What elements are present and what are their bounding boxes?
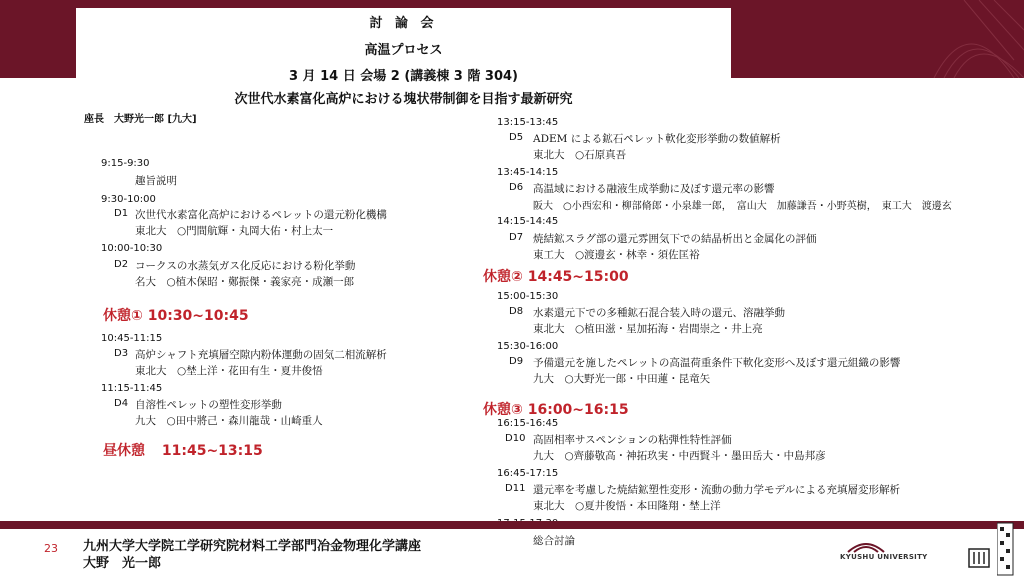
break-name: 休憩② <box>483 269 523 285</box>
page-number: 23 <box>44 542 58 555</box>
break-label <box>483 399 629 419</box>
break-time: 10:30~10:45 <box>147 308 249 324</box>
qr-code-icon <box>997 521 1015 577</box>
university-logo-text: KYUSHU UNIVERSITY <box>840 553 928 561</box>
talk-title: 趣旨説明 <box>135 175 177 187</box>
time-slot: 13:15-13:45 <box>497 117 559 128</box>
talk-title: 総合討論 <box>533 535 575 547</box>
talk-authors: 名大 ○植木保昭・鄭振傑・義家亮・成瀬一郎 <box>135 276 355 288</box>
time-slot: 10:45-11:15 <box>101 333 163 344</box>
talk-title: 高温域における融液生成挙動に及ぼす還元率の影響 <box>533 183 775 195</box>
session-date-venue: 3 月 14 日 会場 2 (講義棟 3 階 304) <box>289 69 518 84</box>
talk-code: D3 <box>114 348 129 359</box>
time-slot: 15:30-16:00 <box>497 341 559 352</box>
talk-code: D7 <box>509 232 524 243</box>
time-slot: 13:45-14:15 <box>497 167 559 178</box>
session-header <box>76 8 731 120</box>
session-title: 次世代水素富化高炉における塊状帯制御を目指す最新研究 <box>234 92 573 107</box>
talk-authors: 東北大 ○埜上洋・花田有生・夏井俊悟 <box>135 365 323 377</box>
talk-title: 焼結鉱スラグ部の還元雰囲気下での結晶析出と金属化の評価 <box>533 233 817 245</box>
crest-icon <box>846 540 886 554</box>
talk-authors: 九大 ○田中將己・森川龍哉・山崎重人 <box>135 415 323 427</box>
talk-code: D8 <box>509 306 524 317</box>
time-slot: 11:15-11:45 <box>101 383 163 394</box>
talk-title: 水素還元下での多種鉱石混合装入時の還元、溶融挙動 <box>533 307 785 319</box>
break-time: 16:00~16:15 <box>527 402 629 418</box>
break-label <box>103 305 249 325</box>
talk-authors: 阪大 ○小西宏和・柳部脩郎・小泉雄一郎， 富山大 加藤謙吾・小野英樹， 東工大 渡邊玄 <box>533 201 952 212</box>
time-slot: 9:15-9:30 <box>101 158 150 169</box>
session-type: 討 論 会 <box>369 16 438 31</box>
break-name: 休憩③ <box>483 402 523 418</box>
talk-title: 次世代水素富化高炉におけるペレットの還元粉化機構 <box>135 209 387 221</box>
talk-authors: 東北大 ○門間航輝・丸岡大佑・村上太一 <box>135 225 334 237</box>
talk-title: ADEM による鉱石ペレット軟化変形挙動の数値解析 <box>533 133 781 145</box>
break-time: 11:45~13:15 <box>161 443 263 459</box>
break-label <box>483 266 629 286</box>
time-slot: 10:00-10:30 <box>101 243 163 254</box>
time-slot: 9:30-10:00 <box>101 194 156 205</box>
talk-authors: 東北大 ○夏井俊悟・本田隆翔・埜上洋 <box>533 500 721 512</box>
break-name: 休憩① <box>103 308 143 324</box>
talk-code: D11 <box>505 483 526 494</box>
session-topic: 高温プロセス <box>364 43 443 58</box>
talk-title: 予備還元を施したペレットの高温荷重条件下軟化変形へ及ぼす還元組織の影響 <box>533 357 901 369</box>
talk-title: 自溶性ペレットの塑性変形挙動 <box>135 399 282 411</box>
time-slot: 14:15-14:45 <box>497 216 559 227</box>
talk-authors: 東工大 ○渡邊玄・林幸・須佐匡裕 <box>533 249 700 261</box>
talk-code: D5 <box>509 132 524 143</box>
chairperson: 座長 大野光一郎 [九大] <box>84 114 197 125</box>
break-name: 昼休憩 <box>103 443 145 459</box>
talk-title: 高固相率サスペンションの粘弾性特性評価 <box>533 434 732 446</box>
talk-authors: 九大 ○大野光一郎・中田蓮・昆竜矢 <box>533 373 711 385</box>
talk-title: 還元率を考慮した焼結鉱塑性変形・流動の動力学モデルによる充填層変形解析 <box>533 484 900 496</box>
time-slot: 16:15-16:45 <box>497 418 559 429</box>
footer-author: 大野 光一郎 <box>83 556 162 571</box>
talk-code: D10 <box>505 433 526 444</box>
footer-bar <box>0 521 1024 529</box>
emblem-watermark-icon <box>914 0 1024 78</box>
talk-authors: 東北大 ○石原真吾 <box>533 149 627 161</box>
talk-code: D4 <box>114 398 129 409</box>
talk-authors: 東北大 ○植田滋・星加拓海・岩間崇之・井上亮 <box>533 323 763 335</box>
talk-title: コークスの水蒸気ガス化反応における粉化挙動 <box>135 260 356 272</box>
time-slot: 15:00-15:30 <box>497 291 559 302</box>
talk-code: D2 <box>114 259 129 270</box>
talk-authors: 九大 ○齊藤敬高・神拓玖実・中西賢斗・墨田岳大・中島邦彦 <box>533 450 826 462</box>
talk-title: 高炉シャフト充填層空隙内粉体運動の固気二相流解析 <box>135 349 387 361</box>
footer-affiliation: 九州大学大学院工学研究院材料工学部門冶金物理化学講座 <box>83 539 422 554</box>
talk-code: D6 <box>509 182 524 193</box>
time-slot: 16:45-17:15 <box>497 468 559 479</box>
break-time: 14:45~15:00 <box>527 269 629 285</box>
logo-mark-icon <box>968 546 990 570</box>
break-label <box>103 440 263 460</box>
talk-code: D9 <box>509 356 524 367</box>
talk-code: D1 <box>114 208 129 219</box>
